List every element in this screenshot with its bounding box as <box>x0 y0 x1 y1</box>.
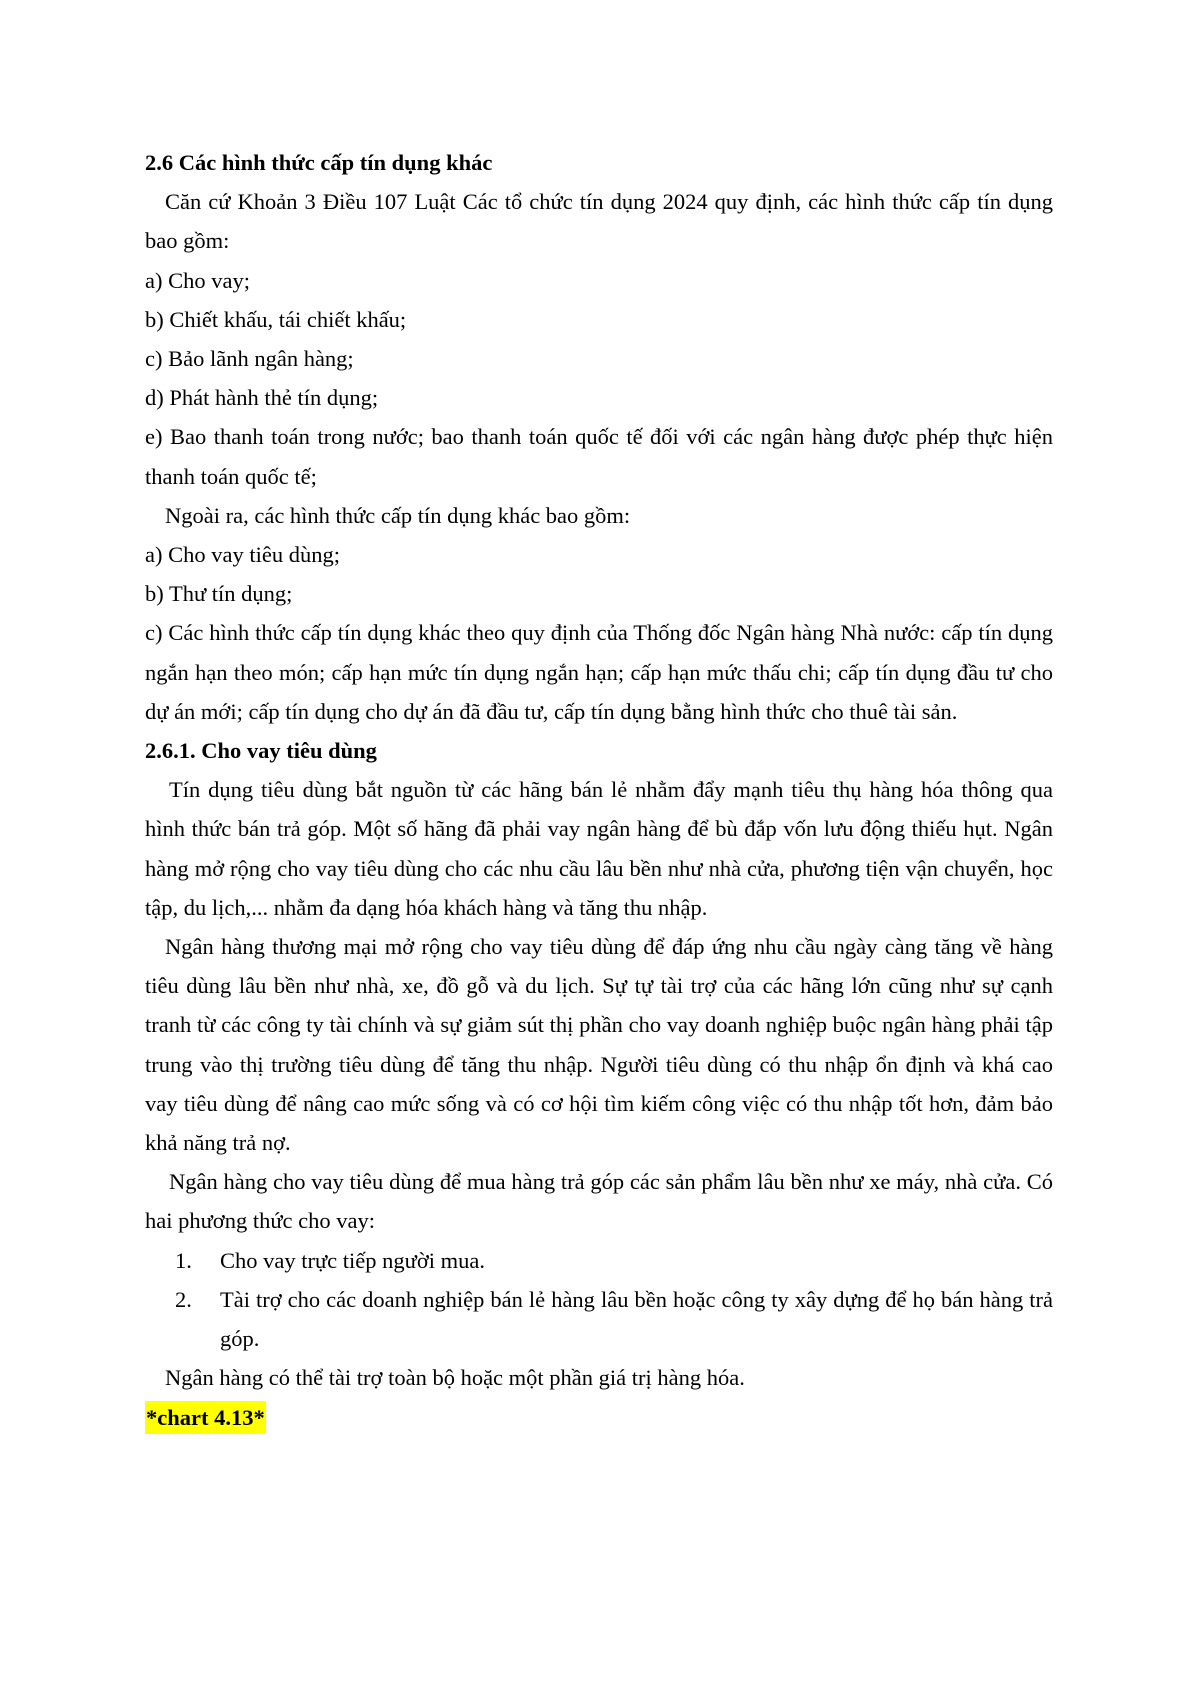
lending-methods-list <box>145 1241 1053 1359</box>
list-text: Tài trợ cho các doanh nghiệp bán lẻ hàng lâu bền hoặc công ty xây dựng để họ bán hàng trả góp. <box>220 1286 1053 1352</box>
list-number: 1. <box>175 1247 192 1273</box>
body-paragraph: Ngân hàng cho vay tiêu dùng để mua hàng trả góp các sản phẩm lâu bền như xe máy, nhà cửa. Có hai phương thức cho vay: <box>145 1169 1053 1234</box>
list-item: c) Bảo lãnh ngân hàng; <box>145 346 354 372</box>
list-item: a) Cho vay; <box>145 267 250 293</box>
intro-paragraph: Căn cứ Khoản 3 Điều 107 Luật Các tổ chức tín dụng 2024 quy định, các hình thức cấp tín dụng bao gồm: <box>145 189 1053 254</box>
list-item: c) Các hình thức cấp tín dụng khác theo quy định của Thống đốc Ngân hàng Nhà nước: cấp tín dụng ngắn hạn theo món; cấp hạn mức tín dụng ngắn hạn; cấp hạn mức thấu chi; cấp tín dụng đầu tư cho dự án mới; cấp tín dụng cho dự án đã đầu tư, cấp tín dụng bằng hình thức cho thuê tài sản. <box>145 620 1053 724</box>
closing-paragraph: Ngân hàng có thể tài trợ toàn bộ hoặc một phần giá trị hàng hóa. <box>165 1365 745 1391</box>
body-paragraph: Ngân hàng thương mại mở rộng cho vay tiêu dùng để đáp ứng nhu cầu ngày càng tăng về hàng tiêu dùng lâu bền như nhà, xe, đồ gỗ và du lịch. Sự tự tài trợ của các hãng lớn cũng như sự cạnh tranh từ các công ty tài chính và sự giảm sút thị phần cho vay doanh nghiệp buộc ngân hàng phải tập trung vào thị trường tiêu dùng để tăng thu nhập. Người tiêu dùng có thu nhập ổn định và khá cao vay tiêu dùng để nâng cao mức sống và có cơ hội tìm kiếm công việc có thu nhập tốt hơn, đảm bảo khả năng trả nợ. <box>145 934 1053 1156</box>
list-item <box>145 1241 1053 1280</box>
document-page <box>145 143 1053 1437</box>
subsection-heading: 2.6.1. Cho vay tiêu dùng <box>145 738 377 764</box>
list-number: 2. <box>175 1286 192 1312</box>
list-item: e) Bao thanh toán trong nước; bao thanh toán quốc tế đối với các ngân hàng được phép thực hiện thanh toán quốc tế; <box>145 424 1053 489</box>
other-forms-list <box>145 535 1053 731</box>
list-item: b) Thư tín dụng; <box>145 581 293 607</box>
list-item: b) Chiết khấu, tái chiết khấu; <box>145 306 407 332</box>
chart-placeholder-line <box>145 1398 1053 1437</box>
list-text: Cho vay trực tiếp người mua. <box>220 1247 485 1273</box>
list-item: d) Phát hành thẻ tín dụng; <box>145 385 379 411</box>
legal-forms-list <box>145 261 1053 496</box>
body-paragraph: Tín dụng tiêu dùng bắt nguồn từ các hãng bán lẻ nhằm đẩy mạnh tiêu thụ hàng hóa thông qua hình thức bán trả góp. Một số hãng đã phải vay ngân hàng để bù đắp vốn lưu động thiếu hụt. Ngân hàng mở rộng cho vay tiêu dùng cho các nhu cầu lâu bền như nhà cửa, phương tiện vận chuyển, học tập, du lịch,... nhằm đa dạng hóa khách hàng và tăng thu nhập. <box>145 777 1053 920</box>
list-item: a) Cho vay tiêu dùng; <box>145 542 340 568</box>
section-heading: 2.6 Các hình thức cấp tín dụng khác <box>145 150 493 175</box>
list-item <box>145 1280 1053 1358</box>
chart-placeholder: *chart 4.13* <box>145 1401 266 1434</box>
other-forms-intro: Ngoài ra, các hình thức cấp tín dụng khác bao gồm: <box>165 502 631 528</box>
